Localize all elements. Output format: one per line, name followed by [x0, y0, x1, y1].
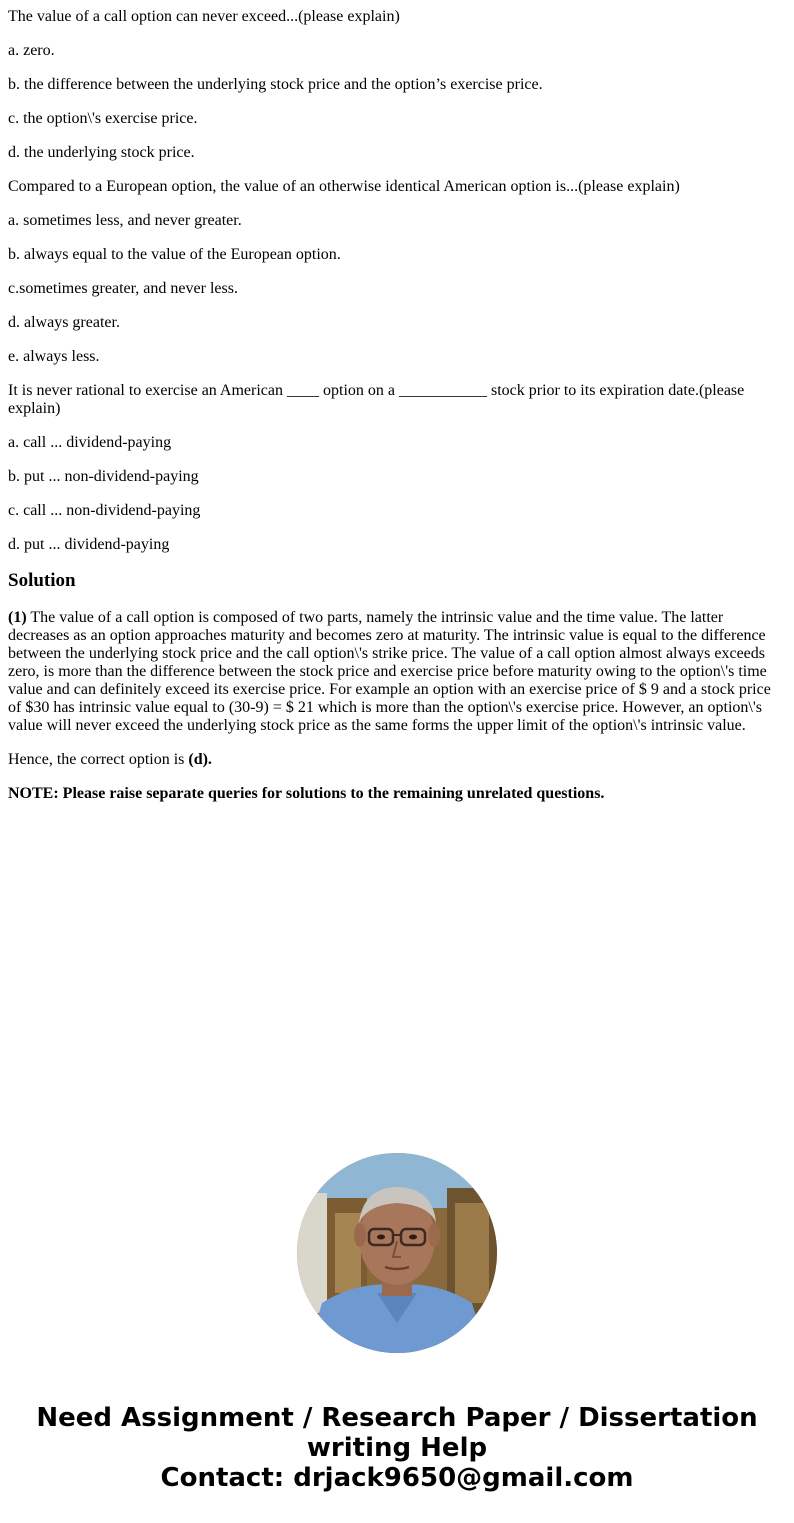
solution-body: The value of a call option is composed of two parts, namely the intrinsic value and the time value. The latter decreases as an option approaches maturity and becomes zero at maturity. The intrinsic value is equal to the difference between the underlying stock price and the call option\'s strike price. The value of a call option almost always exceeds zero, is more than the difference between the stock price and exercise price before maturity owing to the option\'s time value and can definitely exceed its exercise price. For example an option with an exercise price of $ 9 and a stock price of $30 has intrinsic value equal to (30-9) = $ 21 which is more than the option\'s exercise price. However, an option\'s value will never exceed the underlying stock price as the same forms the upper limit of the option\'s intrinsic value. — [8, 609, 771, 734]
footer-contact: Contact: drjack9650@gmail.com — [160, 1463, 634, 1493]
answer-option: c. the option\'s exercise price. — [8, 110, 198, 127]
answer-prefix: Hence, the correct option is — [8, 751, 189, 768]
footer-banner — [0, 1403, 794, 1493]
question-prompt: The value of a call option can never exceed...(please explain) — [8, 8, 400, 25]
answer-option: b. always equal to the value of the European option. — [8, 246, 341, 263]
answer-option: e. always less. — [8, 348, 100, 365]
answer-option: a. call ... dividend-paying — [8, 434, 172, 451]
solution-heading: Solution — [8, 570, 76, 591]
answer-option: d. the underlying stock price. — [8, 144, 195, 161]
solution-paragraph — [8, 609, 778, 735]
solution-part-label: (1) — [8, 609, 27, 626]
avatar-portrait-image — [297, 1153, 497, 1353]
answer-option: a. zero. — [8, 42, 55, 59]
solution-answer — [8, 751, 778, 769]
note-text: NOTE: Please raise separate queries for solutions to the remaining unrelated questions. — [8, 785, 605, 802]
answer-option: d. put ... dividend-paying — [8, 536, 170, 553]
document-content — [8, 8, 778, 819]
answer-option: c.sometimes greater, and never less. — [8, 280, 238, 297]
avatar — [297, 1153, 497, 1353]
solution-note — [8, 785, 778, 803]
answer-option: a. sometimes less, and never greater. — [8, 212, 242, 229]
answer-option: d. always greater. — [8, 314, 120, 331]
question-prompt: Compared to a European option, the value of an otherwise identical American option is...(please explain) — [8, 178, 680, 195]
question-1 — [8, 8, 778, 162]
answer-option: b. the difference between the underlying stock price and the option’s exercise price. — [8, 76, 543, 93]
question-prompt: It is never rational to exercise an American ____ option on a ___________ stock prior to its expiration date.(please explain) — [8, 382, 745, 417]
question-3 — [8, 382, 778, 554]
answer-value: (d). — [188, 751, 212, 768]
footer-line-1: Need Assignment / Research Paper / Dissertation — [36, 1403, 758, 1433]
footer-line-2: writing Help — [306, 1433, 488, 1463]
question-2 — [8, 178, 778, 366]
answer-option: b. put ... non-dividend-paying — [8, 468, 199, 485]
answer-option: c. call ... non-dividend-paying — [8, 502, 201, 519]
